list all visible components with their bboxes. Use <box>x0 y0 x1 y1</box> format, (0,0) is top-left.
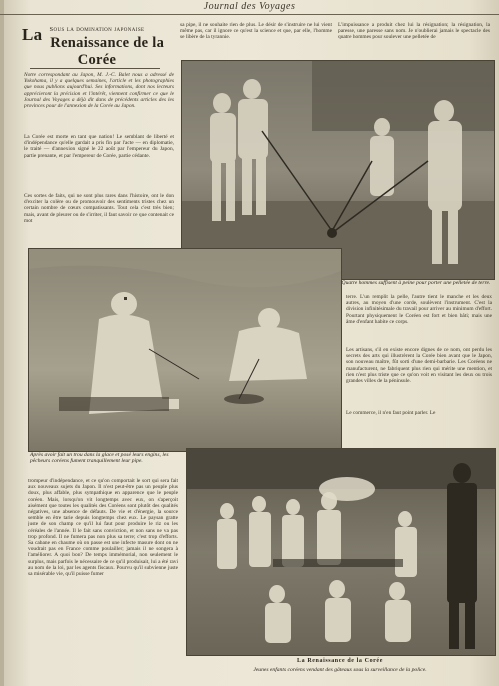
photo-children-image <box>187 449 495 655</box>
article-paragraph-1: La Corée est morte en tant que nation! Le semblant de liberté et d'indépendance qu'elle gardait a pris fin par l'acte — en diplomatie, le traité — d'annexion signé le 22 août par l'empereur du Japon, partie prenante, et par l'empereur de Corée, partie cédante. <box>24 134 174 159</box>
column-3-middle-text-3: Le commerce, il n'en faut point parler. Le <box>346 410 436 416</box>
headline-prefix: La <box>22 25 43 44</box>
plate-title: La Renaissance de la Corée <box>297 658 383 664</box>
headline-title: Renaissance de la Corée <box>50 35 165 68</box>
article-title-block <box>22 26 172 69</box>
caption-children: Jeunes enfants coréens vendant des gâteaux sous la surveillance de la police. <box>253 667 427 673</box>
caption-ice-fishermen: Après avoir fait un trou dans la glace et posé leurs engins, les pêcheurs coréens fument tranquillement leur pipe. <box>30 452 169 465</box>
photo-four-men-shovel <box>181 60 495 280</box>
column-2-top-text: sa pipe, il ne souhaite rien de plus. Le désir de s'instruire ne lui vient même pas, car il ignore ce qu'est la science et que, par elle, l'homme se libère de la tyrannie. <box>180 22 332 41</box>
column-3-top-text: L'impuissance a produit chez lui la résignation; la résignation, la paresse, une paresse sans nom. Je n'oublierai jamais le spectacle des quatre hommes pour soulever une pelletée de <box>338 22 490 41</box>
column-1-bottom-text: trompeur d'indépendance, et ce qu'on comportait le sort qui sera fait aux nouveaux sujets du Japon. Il n'est peut-être pas un peuple plus doux, plus affable, plus sympathique en apparence que le peuple coréen. Mais, lorsqu'on vit longtemps avec eux, on s'aperçoit aisément que toutes les qualités des Coréens sont plutôt des qualités négatives, une absence de défauts. De vie et d'énergie, la source semble en être tarie depuis longtemps chez eux. Le paysan gratte juste de son champ ce qu'il lui faut pour produire le riz ou les céréales de l'année. Il le fait sans conviction, et non sans ne va pas trop profond. Il ne fumera pas non plus sa terre; c'est trop d'efforts. Sa cabane en chaume où on passe est une infecte masure dont on ne voudrait pas en France comme poulailler; jamais il ne songera à l'améliorer. A quoi bon? De temps immémorial, non seulement le surplus, mais parfois le nécessaire de ce qu'il produisait, lui a été ravi au nom de la loi, par les agents fiscaux. Pourvu qu'il subvienne juste sa misérable vie, qu'il puisse fumer <box>28 478 178 578</box>
photo-children-selling-cakes <box>186 448 496 656</box>
caption-four-men: Quatre hommes suffisent à peine pour porter une pelletée de terre. <box>341 280 491 286</box>
title-rule <box>30 68 160 69</box>
column-3-middle-text: terre. L'un remplit la pelle, l'autre tient le manche et les deux autres, au moyen d'une corde, soulèvent l'instrument. C'est la division infinitésimale du travail pour arriver au minimum d'effort. Pourtant physiquement le Coréen est fort et bien bâti; mais une âme d'enfant habite ce corps. <box>346 294 492 325</box>
article-intro: Notre correspondant au Japon, M. J.-C. Balet nous a adressé de Yokohama, il y a quelques semaines, l'article et les photographies que nous publions aujourd'hui. Ses informations, dont nos lecteurs apprécieront la précision et l'intérêt, viennent confirmer ce que le Journal des Voyages a déjà dit dans de précédents articles des les provinces pour de l'annexion de la Corée au Japon. <box>24 72 174 110</box>
photo-ice-fishermen-image <box>29 249 341 451</box>
article-paragraph-2: Ces sortes de faits, qui ne sont plus rares dans l'histoire, ont le don d'exciter la colère ou de promouvoir des sentiments tristes chez un certain nombre de cœurs compatissants. Tout cela c'est très bien; mais, avant de pleurer ou de s'irriter, il faut savoir ce que contenait ce mot <box>24 193 174 224</box>
column-3-middle-text-2: Les artisans, s'il en existe encore dignes de ce nom, ont perdu les secrets des arts qui illustrèrent la Corée bien avant que le Japon, son nouveau maître, fût sorti d'une demi-barbarie. Les Coréens ne manufacturent, ne fabriquent plus rien qui mérite une mention, et rien n'est plus triste que ce qu'on voit en visitant les deux ou trois grandes villes de la péninsule. <box>346 347 492 385</box>
running-header: Journal des Voyages <box>0 0 499 15</box>
photo-ice-fishermen <box>28 248 342 452</box>
page-binding-edge <box>0 0 4 686</box>
photo-four-men-shovel-image <box>182 61 494 279</box>
article-kicker: Sous la domination japonaise <box>49 26 145 33</box>
